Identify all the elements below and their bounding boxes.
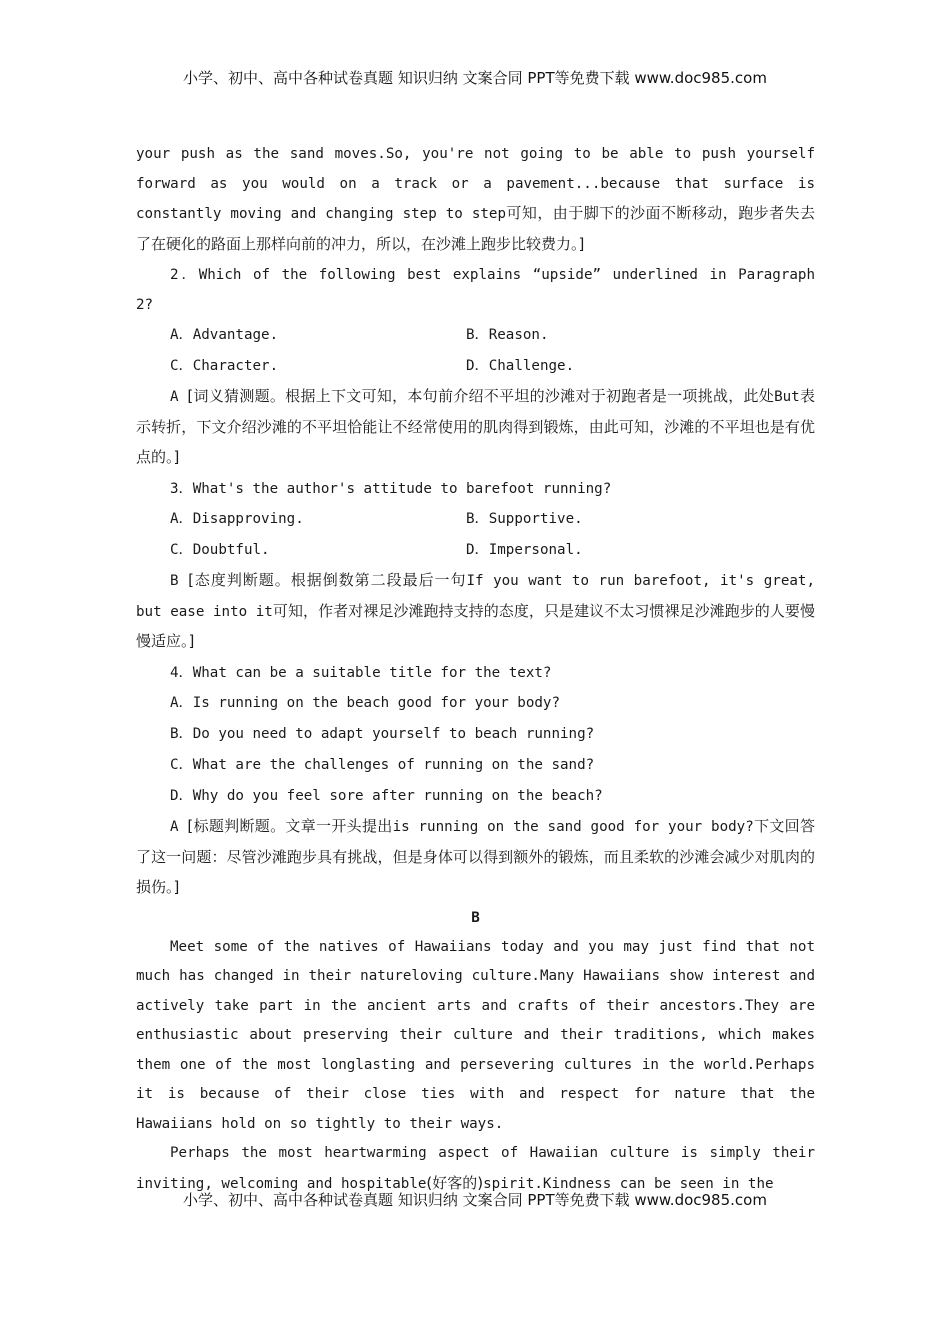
answer-letter: B: [170, 573, 179, 589]
explanation-zh: 可知，作者对裸足沙滩跑持支持的态度，只是建议不太习惯裸足沙滩跑步的人要慢慢适应。]: [136, 601, 815, 650]
question-2-options-row: [136, 351, 815, 382]
continuation-explanation: [136, 199, 815, 260]
explanation-zh: [标题判断题。文章一开头提出: [187, 817, 393, 835]
option: B．Supportive.: [466, 511, 583, 527]
question-2-stem-end: 2?: [136, 296, 154, 313]
answer-letter: A: [170, 819, 179, 835]
explanation-zh: 表示转折，下文介绍沙滩的不平坦恰能让不经常使用的肌肉得到锻炼，由此可知，沙滩的不平坦也是有优点的。]: [136, 387, 815, 466]
passage-text: spirit.Kindness can be seen in the: [483, 1175, 774, 1192]
question-3-stem: 3．What's the author's attitude to barefoot running?: [170, 480, 612, 497]
continuation-line: your push as the sand moves.So, you're not going to be able to push yourself: [136, 146, 815, 162]
option: A．Disapproving.: [170, 511, 304, 527]
option: C．What are the challenges of running on the sand?: [170, 757, 595, 773]
option: C．Character.: [170, 358, 279, 374]
explanation-en: is running on the sand good for your body?: [392, 819, 754, 835]
document-body: [136, 140, 815, 1199]
question-2-answer: [136, 382, 815, 474]
continuation-line: forward as you would on a track or a pavement...because that surface is: [136, 175, 815, 192]
explanation-en: constantly moving and changing step to step: [136, 206, 506, 222]
option: C．Doubtful.: [170, 542, 270, 558]
explanation-zh: [词义猜测题。根据上下文可知，本句前介绍不平坦的沙滩对于初跑者是一项挑战，此处: [187, 387, 775, 405]
explanation-zh: 可知，由于脚下的沙面不断移动，跑步者失去了在硬化的路面上那样向前的冲力，所以，在沙滩上跑步比较费力。]: [136, 204, 815, 253]
option: B．Reason.: [466, 327, 549, 343]
answer-letter: A: [170, 389, 179, 405]
question-2-stem: 2．Which of the following best explains “upside” underlined in Paragraph: [170, 267, 815, 283]
option: D．Why do you feel sore after running on the beach?: [170, 788, 603, 804]
question-2-options-row: [136, 320, 815, 351]
option: B．Do you need to adapt yourself to beach running?: [170, 726, 595, 742]
question-3-answer: [136, 566, 815, 658]
question-3-options-row: [136, 535, 815, 566]
question-3-options-row: [136, 504, 815, 535]
option: D．Challenge.: [466, 358, 575, 374]
section-b-heading: B: [471, 909, 480, 926]
option: A．Is running on the beach good for your body?: [170, 695, 561, 711]
explanation-en: If you want to run barefoot, it's great, but ease into it: [136, 573, 815, 620]
page-footer: 小学、初中、高中各种试卷真题 知识归纳 文案合同 PPT等免费下载 www.doc985.com: [183, 1191, 767, 1209]
question-4-stem: 4．What can be a suitable title for the text?: [170, 664, 552, 681]
explanation-en: But: [774, 389, 800, 405]
option: D．Impersonal.: [466, 542, 583, 558]
page-header: 小学、初中、高中各种试卷真题 知识归纳 文案合同 PPT等免费下载 www.doc985.com: [183, 69, 767, 87]
explanation-zh: 下文回答了这一问题：尽管沙滩跑步具有挑战，但是身体可以得到额外的锻炼，而且柔软的沙滩会减少对肌肉的损伤。]: [136, 817, 815, 896]
option: A．Advantage.: [170, 327, 279, 343]
explanation-zh: [态度判断题。根据倒数第二段最后一句: [188, 571, 467, 589]
passage-paragraph: Meet some of the natives of Hawaiians today and you may just find that not much has changed in their natureloving culture.Many Hawaiians show interest and actively take part in the ancient arts and crafts of their ancestors.They are enthusiastic about preserving their culture and their traditions, which makes them one of the most longlasting and persevering cultures in the world.Perhaps it is because of their close ties with and respect for nature that the Hawaiians hold on so tightly to their ways.: [136, 938, 815, 1132]
passage-text: Perhaps the most heartwarming aspect of Hawaiian culture is simply their inviting, welcoming and hospitable: [136, 1145, 815, 1192]
passage-annotation: (好客的): [426, 1173, 484, 1192]
question-4-answer: [136, 812, 815, 904]
